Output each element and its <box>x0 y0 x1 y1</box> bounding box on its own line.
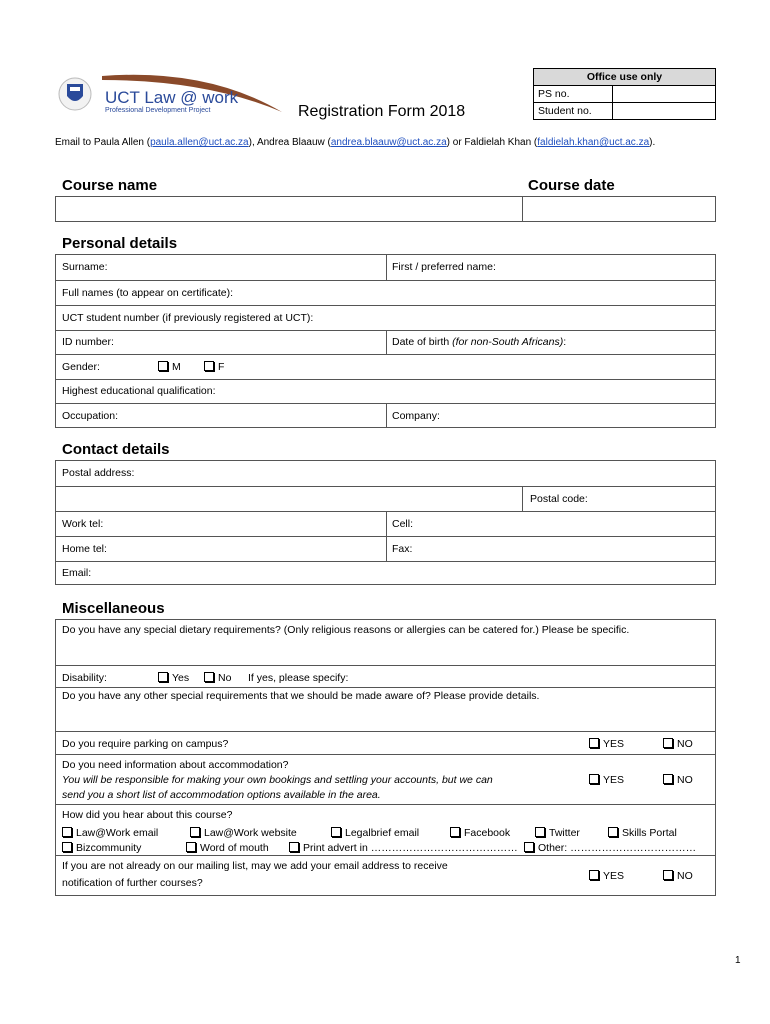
contact-details-box <box>55 460 716 585</box>
disability-yes-option[interactable] <box>158 672 189 684</box>
gender-f-option[interactable] <box>204 361 224 373</box>
logo-text: UCT Law @ work <box>105 88 239 107</box>
row-disability <box>56 665 715 687</box>
student-no-label: Student no. <box>534 103 613 120</box>
source-label: Legalbrief email <box>345 827 420 839</box>
company-label: Company: <box>392 410 440 422</box>
row-full-names[interactable] <box>56 280 715 305</box>
row-hear-about <box>56 804 715 855</box>
source-law-work-email[interactable] <box>62 827 158 839</box>
email-link-andrea[interactable]: andrea.blaauw@uct.ac.za <box>330 137 447 148</box>
personal-details-heading: Personal details <box>62 235 178 252</box>
row-work-tel[interactable] <box>56 511 715 536</box>
full-names-label: Full names (to appear on certificate): <box>62 287 233 299</box>
parking-no-option[interactable] <box>663 738 693 750</box>
source-print-advert[interactable] <box>289 842 518 854</box>
checkbox-icon[interactable] <box>158 361 168 371</box>
divider <box>386 331 387 354</box>
accommodation-question: Do you need information about accommodation? <box>62 759 289 771</box>
source-label: Skills Portal <box>622 827 677 839</box>
checkbox-icon[interactable] <box>589 738 599 748</box>
mailing-list-question-2: notification of further courses? <box>62 877 203 889</box>
source-legalbrief-email[interactable] <box>331 827 419 839</box>
email-link-paula[interactable]: paula.allen@uct.ac.za <box>150 137 249 148</box>
mailing-no-option[interactable] <box>663 870 693 882</box>
gender-f-label: F <box>218 361 225 373</box>
hear-about-question: How did you hear about this course? <box>62 809 233 821</box>
row-id-number[interactable] <box>56 330 715 354</box>
ps-no-field[interactable] <box>613 86 716 103</box>
disability-specify-label: If yes, please specify: <box>248 672 349 684</box>
source-facebook[interactable] <box>450 827 510 839</box>
divider <box>386 404 387 427</box>
divider <box>522 487 523 511</box>
checkbox-icon[interactable] <box>535 827 545 837</box>
row-qualification[interactable] <box>56 379 715 403</box>
uct-number-label: UCT student number (if previously registered at UCT): <box>62 312 314 324</box>
row-uct-number[interactable] <box>56 305 715 330</box>
source-law-work-website[interactable] <box>190 827 297 839</box>
source-label: Bizcommunity <box>76 842 142 854</box>
postal-address-label: Postal address: <box>62 467 135 479</box>
email-mid-2: ) or Faldielah Khan ( <box>446 137 538 148</box>
checkbox-icon[interactable] <box>62 842 72 852</box>
mailing-list-question-1: If you are not already on our mailing list, may we add your email address to receive <box>62 860 448 872</box>
source-label: Facebook <box>464 827 511 839</box>
checkbox-icon[interactable] <box>186 842 196 852</box>
checkbox-icon[interactable] <box>204 361 214 371</box>
checkbox-icon[interactable] <box>289 842 299 852</box>
course-name-heading: Course name <box>62 177 158 194</box>
student-no-field[interactable] <box>613 103 716 120</box>
parking-yes-label: YES <box>603 738 625 750</box>
ps-no-label: PS no. <box>534 86 613 103</box>
row-accommodation <box>56 754 715 804</box>
accommodation-no-option[interactable] <box>663 774 693 786</box>
accommodation-note-2-text: send you a short list of accommodation options available in the area. <box>62 789 381 801</box>
checkbox-icon[interactable] <box>663 774 673 784</box>
accommodation-note-1-text: You will be responsible for making your own bookings and settling your accounts, but we can <box>62 774 493 786</box>
parking-yes-option[interactable] <box>589 738 624 750</box>
parking-question: Do you require parking on campus? <box>62 738 229 750</box>
source-label: Twitter <box>549 827 580 839</box>
checkbox-icon[interactable] <box>589 870 599 880</box>
row-occupation[interactable] <box>56 403 715 427</box>
email-suffix: ). <box>649 137 656 148</box>
checkbox-icon[interactable] <box>608 827 618 837</box>
checkbox-icon[interactable] <box>524 842 534 852</box>
mailing-no-label: NO <box>677 870 693 882</box>
office-use-heading: Office use only <box>534 69 716 86</box>
page-number: 1 <box>735 955 741 966</box>
row-other-requirements[interactable] <box>56 687 715 731</box>
checkbox-icon[interactable] <box>663 870 673 880</box>
home-tel-label: Home tel: <box>62 543 107 555</box>
personal-details-box <box>55 254 716 428</box>
source-skills-portal[interactable] <box>608 827 677 839</box>
source-other[interactable] <box>524 842 696 854</box>
email-instructions <box>55 137 655 148</box>
dob-text: Date of birth <box>392 336 453 348</box>
course-date-heading: Course date <box>528 177 615 194</box>
email-prefix: Email to Paula Allen ( <box>55 137 151 148</box>
accommodation-note-2 <box>62 789 381 801</box>
course-box <box>55 196 716 222</box>
qualification-label: Highest educational qualification: <box>62 385 216 397</box>
disability-label: Disability: <box>62 672 107 684</box>
accommodation-yes-option[interactable] <box>589 774 624 786</box>
postal-code-label: Postal code: <box>530 493 588 505</box>
accommodation-yes-label: YES <box>603 774 625 786</box>
source-label: Word of mouth <box>200 842 269 854</box>
gender-m-option[interactable] <box>158 361 181 373</box>
email-label: Email: <box>62 567 92 579</box>
accommodation-no-label: NO <box>677 774 693 786</box>
first-name-label: First / preferred name: <box>392 261 496 273</box>
mailing-yes-option[interactable] <box>589 870 624 882</box>
miscellaneous-heading: Miscellaneous <box>62 600 165 617</box>
work-tel-label: Work tel: <box>62 518 104 530</box>
checkbox-icon[interactable] <box>589 774 599 784</box>
surname-label: Surname: <box>62 261 108 273</box>
source-label: Law@Work email <box>76 827 159 839</box>
row-gender <box>56 354 715 379</box>
fax-label: Fax: <box>392 543 413 555</box>
divider <box>386 537 387 561</box>
dob-colon: : <box>563 336 567 348</box>
other-requirements-question: Do you have any other special requirements that we should be made aware of? Please provide details. <box>62 690 540 702</box>
source-word-of-mouth[interactable] <box>186 842 269 854</box>
cell-label: Cell: <box>392 518 414 530</box>
checkbox-icon[interactable] <box>663 738 673 748</box>
checkbox-icon[interactable] <box>190 827 200 837</box>
course-name-field[interactable] <box>56 197 522 221</box>
logo-subtitle: Professional Development Project <box>105 107 211 114</box>
disability-no-label: No <box>218 672 232 684</box>
checkbox-icon[interactable] <box>331 827 341 837</box>
row-postal-code[interactable] <box>56 486 715 511</box>
row-dietary[interactable] <box>56 620 715 665</box>
gender-m-label: M <box>172 361 181 373</box>
checkbox-icon[interactable] <box>62 827 72 837</box>
source-twitter[interactable] <box>535 827 580 839</box>
disability-no-option[interactable] <box>204 672 231 684</box>
occupation-label: Occupation: <box>62 410 119 422</box>
source-label: Other: ……………………………… <box>538 842 697 854</box>
divider <box>386 512 387 536</box>
row-mailing-list <box>56 855 715 895</box>
divider <box>386 255 387 280</box>
miscellaneous-box <box>55 619 716 896</box>
email-mid-1: ), Andrea Blaauw ( <box>248 137 331 148</box>
checkbox-icon[interactable] <box>450 827 460 837</box>
row-home-tel[interactable] <box>56 536 715 561</box>
accommodation-note-1 <box>62 774 493 786</box>
mailing-yes-label: YES <box>603 870 625 882</box>
source-label: Law@Work website <box>204 827 297 839</box>
dob-label <box>392 336 566 348</box>
dietary-question: Do you have any special dietary requirements? (Only religious reasons or allergies can be catered for.) Please be specific. <box>62 624 630 636</box>
source-label: Print advert in …………………………………… <box>303 842 518 854</box>
source-bizcommunity[interactable] <box>62 842 141 854</box>
dob-note: (for non-South Africans) <box>452 336 564 348</box>
disability-yes-label: Yes <box>172 672 190 684</box>
row-postal-address[interactable] <box>56 461 715 486</box>
email-link-faldielah[interactable]: faldielah.khan@uct.ac.za <box>537 137 650 148</box>
gender-label: Gender: <box>62 361 100 373</box>
contact-details-heading: Contact details <box>62 441 170 458</box>
row-email[interactable] <box>56 561 715 584</box>
office-use-table <box>533 68 716 120</box>
course-date-field[interactable] <box>523 197 715 221</box>
checkbox-icon[interactable] <box>204 672 214 682</box>
form-title: Registration Form 2018 <box>298 103 466 120</box>
id-number-label: ID number: <box>62 336 114 348</box>
row-surname[interactable] <box>56 255 715 280</box>
row-parking <box>56 731 715 754</box>
parking-no-label: NO <box>677 738 693 750</box>
checkbox-icon[interactable] <box>158 672 168 682</box>
